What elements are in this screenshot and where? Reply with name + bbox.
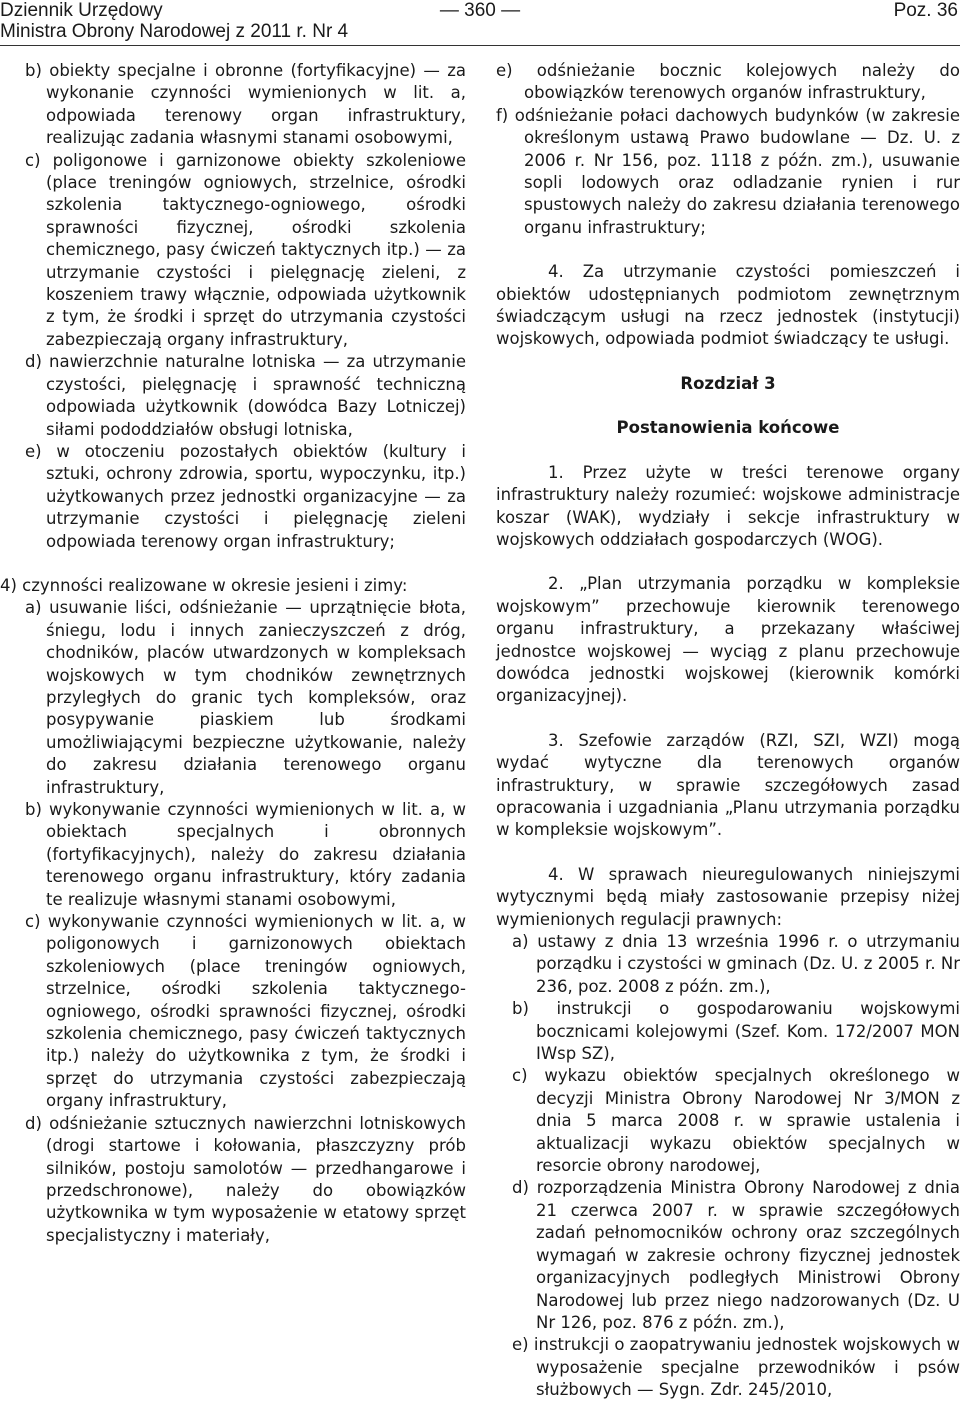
- chapter-heading: Rozdział 3: [680, 373, 776, 393]
- clause-4b: b) instrukcji o gospodarowaniu wojskowymi bocznicami kolejowymi (Szef. Kom. 172/2007 MON IWsp SZ),: [512, 999, 960, 1064]
- item-4e: e) odśnieżanie bocznic kolejowych należy do obowiązków terenowych organów infrastruktury,: [496, 61, 960, 103]
- chapter-title: Postanowienia końcowe: [616, 418, 840, 438]
- item-3d: d) nawierzchnie naturalne lotniska — za utrzymanie czystości, pielęgnację i sprawność techniczną odpowiada użytkownik (dowódca Bazy Lotniczej) siłami pododdziałów obsługi lotniska,: [25, 352, 466, 439]
- item-3e: e) w otoczeniu pozostałych obiektów (kultury i sztuki, ochrony zdrowia, sportu, wypoczynku, itp.) użytkowanych przez jednostki organizacyjne — za utrzymanie czystości i pielęgnację zieleni odpowiada terenowy organ infrastruktury;: [25, 441, 466, 551]
- clause-4e: e) instrukcji o zaopatrywaniu jednostek wojskowych w wyposażenie specjalne przewodników i psów służbowych — Sygn. Zdr. 245/2010,: [512, 1335, 960, 1400]
- section-4: 4. Za utrzymanie czystości pomieszczeń i obiektów udostępnianych podmiotom zewnętrznym świadczącym usługi na rzecz jednostek (instytucji) wojskowych, odpowiada podmiot świadczący te usługi.: [496, 262, 960, 349]
- clause-4a: a) ustawy z dnia 13 września 1996 r. o utrzymaniu porządku i czystości w gminach (Dz. U. z 2005 r. Nr 236, poz. 2008 z późn. zm.),: [512, 932, 960, 996]
- position-number: Poz. 36: [893, 0, 958, 21]
- clause-1: 1. Przez użyte w treści terenowe organy infrastruktury należy rozumieć: wojskowe administracje koszar (WAK), wydziały i sekcje infrastruktury w wojskowych oddziałach gospodarczych (WOG).: [496, 462, 960, 549]
- item-4c: c) wykonywanie czynności wymienionych w lit. a, w poligonowych i garnizonowych obiektach szkoleniowych (place treningów ogniowych, strzelnice, ośrodki szkolenia taktycznego-ogniowego, ośrodki sprawności fizycznej, ośrodki szkolenia chemicznego, pasy ćwiczeń taktycznych itp.) należy do użytkownika z tym, że środki i sprzęt do utrzymania czystości zabezpieczają organy infrastruktury,: [25, 912, 466, 1111]
- right-column: [496, 60, 960, 1402]
- ministry-line: Ministra Obrony Narodowej z 2011 r. Nr 4: [0, 21, 349, 42]
- clause-2: 2. „Plan utrzymania porządku w kompleksie wojskowym” przechowuje kierownik terenowego organu infrastruktury, a przekazany właściwej jednostce wojskowej — wyciąg z planu przechowuje dowódca jednostki wojskowej (kierownik komórki organizacyjnej).: [496, 574, 960, 706]
- item-4d: d) odśnieżanie sztucznych nawierzchni lotniskowych (drogi startowe i kołowania, płaszczyzny prób silników, postoju samolotów — przedhangarowe i przedschronowe), należy do obowiązków użytkownika w tym wyposażenie w etatowy sprzęt specjalistyczny i materiały,: [25, 1113, 466, 1245]
- item-4b: b) wykonywanie czynności wymienionych w lit. a, w obiektach specjalnych i obronnych (fortyfikacyjnych), należy do zakresu działania terenowego organu infrastruktury, który zadania te realizuje własnymi stanami osobowymi,: [25, 800, 466, 909]
- clause-4: 4. W sprawach nieuregulowanych niniejszymi wytycznymi będą miały zastosowanie przepisy niżej wymienionych regulacji prawnych:: [496, 864, 960, 929]
- page-number: — 360 —: [439, 0, 521, 21]
- left-column: [0, 60, 466, 1247]
- clause-3: 3. Szefowie zarządów (RZI, SZI, WZI) mogą wydać wytyczne dla terenowych organów infrastruktury, w sprawie szczegółowych zasad opracowania i uzgadniania „Planu utrzymania porządku w kompleksie wojskowym”.: [496, 730, 960, 840]
- item-4a: a) usuwanie liści, odśnieżanie — uprzątnięcie błota, śniegu, lodu i innych zanieczyszczeń z dróg, chodników, placów utwardzonych w kompleksach wojskowych w tym chodników zewnętrznych przyległych do granic tych kompleksów, oraz posypywanie piaskiem lub środkami umożliwiającymi bezpieczne użytkowanie, należy do zakresu działania terenowego organu infrastruktury,: [25, 598, 466, 797]
- item-4f: f) odśnieżanie połaci dachowych budynków (w zakresie określonym ustawą Prawo budowlane — Dz. U. z 2006 r. Nr 156, poz. 1118 z późn. zm.), usuwanie sopli lodowych oraz odladzanie rynien i rur spustowych należy do zakresu działania terenowego organu infrastruktury;: [496, 105, 960, 237]
- page-header: [0, 0, 960, 44]
- item-3b: b) obiekty specjalne i obronne (fortyfikacyjne) — za wykonanie czynności wymienionych w lit. a, odpowiada terenowy organ infrastruktury, realizując zadania własnymi stanami osobowymi,: [25, 61, 466, 148]
- item-3c: c) poligonowe i garnizonowe obiekty szkoleniowe (place treningów ogniowych, strzelnice, ośrodki szkolenia taktycznego-ogniowego, ośrodki sprawności fizycznej, ośrodki szkolenia chemicznego, pasy ćwiczeń taktycznych itp.) — za utrzymanie czystości i pielęgnację zieleni, z koszeniem trawy włącznie, odpowiada użytkownik z tym, że środki i sprzęt do utrzymania czystości zabezpieczają organy infrastruktury,: [25, 150, 466, 349]
- journal-title: Dziennik Urzędowy: [0, 0, 163, 21]
- clause-4d: d) rozporządzenia Ministra Obrony Narodowej z dnia 21 czerwca 2007 r. w sprawie szczegółowych zadań pełnomocników ochrony oraz szczególnych wymagań w zakresie ochrony fizycznej jednostek organizacyjnych podległych Ministrowi Obrony Narodowej lub przez niego nadzorowanych (Dz. U Nr 126, poz. 876 z późn. zm.),: [512, 1178, 960, 1332]
- point-4: 4) czynności realizowane w okresie jesieni i zimy:: [0, 575, 408, 595]
- clause-4c: c) wykazu obiektów specjalnych określonego w decyzji Ministra Obrony Narodowej Nr 3/MON z dnia 5 marca 2008 r. w sprawie ustalenia i aktualizacji wykazu obiektów specjalnych w resorcie obrony narodowej,: [512, 1066, 960, 1176]
- header-rule: [0, 45, 960, 46]
